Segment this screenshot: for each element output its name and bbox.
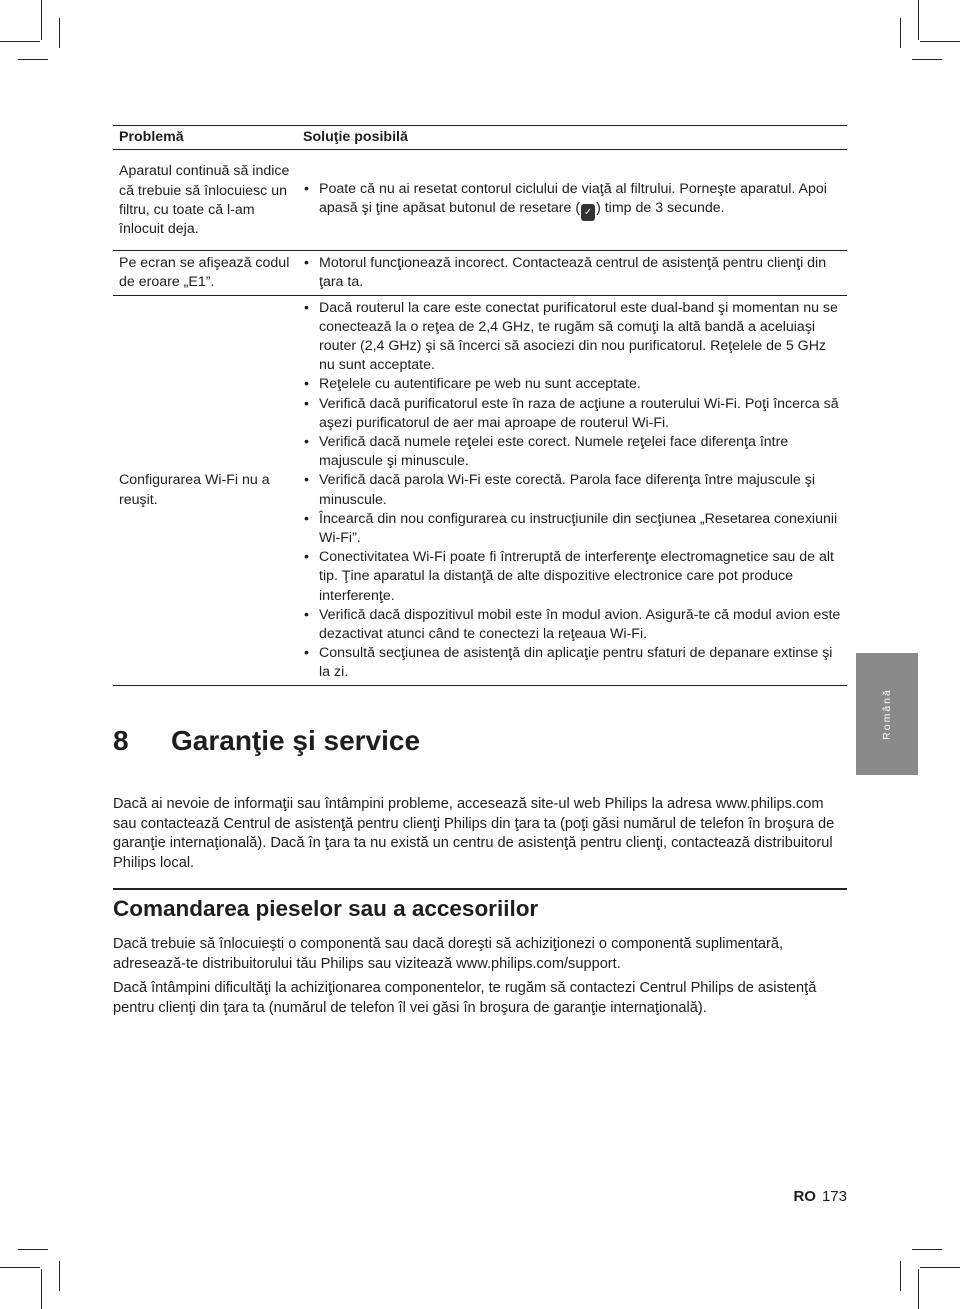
chapter-number: 8 (113, 725, 129, 756)
crop-mark (918, 1269, 919, 1309)
crop-mark (918, 0, 919, 40)
troubleshooting-table-wrap (113, 125, 847, 686)
solution-item: • Dacă routerul la care este conectat purificatorul este dual-band şi momentan nu se conectează la o reţea de 2,4 GHz, te rugăm să comuţi la altă bandă a aceluiaşi router (2,4 GHz) şi să încerci să asociezi din nou purificatorul. Reţelele de 5 GHz nu sunt acceptate. (302, 299, 841, 376)
table-row (113, 150, 847, 251)
solution-item (302, 180, 841, 221)
page-number: 173 (821, 1188, 847, 1205)
table-row (113, 251, 847, 295)
crop-mark (59, 18, 60, 48)
header-solution: Soluţie posibilă (297, 126, 847, 150)
footer-language: RO (793, 1188, 816, 1205)
solution-cell (297, 251, 847, 295)
problem-cell: Pe ecran se afişează codul de eroare „E1”. (113, 251, 297, 295)
problem-cell: Configurarea Wi-Fi nu a reuşit. (113, 295, 297, 685)
crop-mark (920, 1267, 960, 1268)
crop-mark (912, 1249, 942, 1250)
table-row (113, 295, 847, 685)
crop-mark (0, 41, 40, 42)
section-title: Comandarea pieselor sau a accesoriilor (113, 896, 539, 921)
language-tab-label: Română (881, 688, 893, 740)
crop-mark (0, 1267, 40, 1268)
chapter-heading (113, 725, 420, 757)
language-side-tab (856, 653, 918, 775)
solution-item: • Verifică dacă dispozitivul mobil este în modul avion. Asigură-te că modul avion este dezactivat atunci când te conectezi la reţeaua Wi-Fi. (302, 606, 841, 644)
header-problem: Problemă (113, 126, 297, 150)
solution-item: • Consultă secţiunea de asistenţă din aplicaţie pentru sfaturi de depanare extinse şi la zi. (302, 644, 841, 682)
crop-mark (900, 18, 901, 48)
crop-mark (920, 41, 960, 42)
page-footer (793, 1188, 847, 1205)
section-divider (113, 888, 847, 890)
solution-item: • Reţelele cu autentificare pe web nu sunt acceptate. (302, 375, 841, 394)
crop-mark (41, 0, 42, 40)
solution-item: • Conectivitatea Wi-Fi poate fi întreruptă de interferenţe electromagnetice sau de alt tip. Ţine aparatul la distanţă de alte dispozitive electronice care pot produce interferenţe. (302, 548, 841, 606)
solution-text: Poate că nu ai resetat contorul ciclului de viaţă al filtrului. Porneşte aparatul. Apoi apasă şi ţine apăsat butonul de resetare ( (319, 181, 827, 217)
reset-button-icon: ✓ (581, 204, 595, 221)
troubleshooting-table (113, 125, 847, 686)
solution-item: • Verifică dacă parola Wi-Fi este corectă. Parola face diferenţa între majuscule şi minuscule. (302, 471, 841, 509)
crop-mark (912, 59, 942, 60)
chapter-body: Dacă ai nevoie de informaţii sau întâmpini probleme, accesează site-ul web Philips la adresa www.philips.com sau contactează Centrul de asistenţă pentru clienţi Philips din ţara ta (poţi găsi numărul de telefon în broşura de garanţie internaţională). Dacă în ţara ta nu există un centru de asistenţă pentru clienţi, contactează distribuitorul Philips local. (113, 796, 835, 871)
section-paragraph: Dacă trebuie să înlocuieşti o componentă sau dacă doreşti să achiziţionezi o componentă suplimentară, adresează-te distribuitorului tău Philips sau vizitează www.philips.com/support. (113, 936, 784, 972)
solution-cell (297, 150, 847, 251)
problem-cell: Aparatul continuă să indice că trebuie să înlocuiesc un filtru, cu toate că l-am înlocuit deja. (113, 150, 297, 251)
crop-mark (18, 1249, 48, 1250)
chapter-title: Garanţie şi service (171, 725, 421, 756)
solution-item: • Motorul funcţionează incorect. Contactează centrul de asistenţă pentru clienţi din ţara ta. (302, 254, 841, 292)
solution-text: ) timp de 3 secunde. (596, 200, 725, 217)
crop-mark (18, 59, 48, 60)
solution-item: • Verifică dacă numele reţelei este corect. Numele reţelei face diferenţa între majuscule şi minuscule. (302, 433, 841, 471)
table-header-row (113, 126, 847, 150)
section-paragraph: Dacă întâmpini dificultăţi la achiziţionarea componentelor, te rugăm să contactezi Centrul Philips de asistenţă pentru clienţi din ţara ta (numărul de telefon îl vei găsi în broşura de garanţie internaţională). (113, 980, 817, 1016)
crop-mark (41, 1269, 42, 1309)
solution-item: • Verifică dacă purificatorul este în raza de acţiune a routerului Wi-Fi. Poţi încerca să aşezi purificatorul de aer mai aproape de routerul Wi-Fi. (302, 395, 841, 433)
solution-cell (297, 295, 847, 685)
crop-mark (900, 1261, 901, 1291)
solution-item: • Încearcă din nou configurarea cu instrucţiunile din secţiunea „Resetarea conexiunii Wi-Fi”. (302, 510, 841, 548)
crop-mark (59, 1261, 60, 1291)
